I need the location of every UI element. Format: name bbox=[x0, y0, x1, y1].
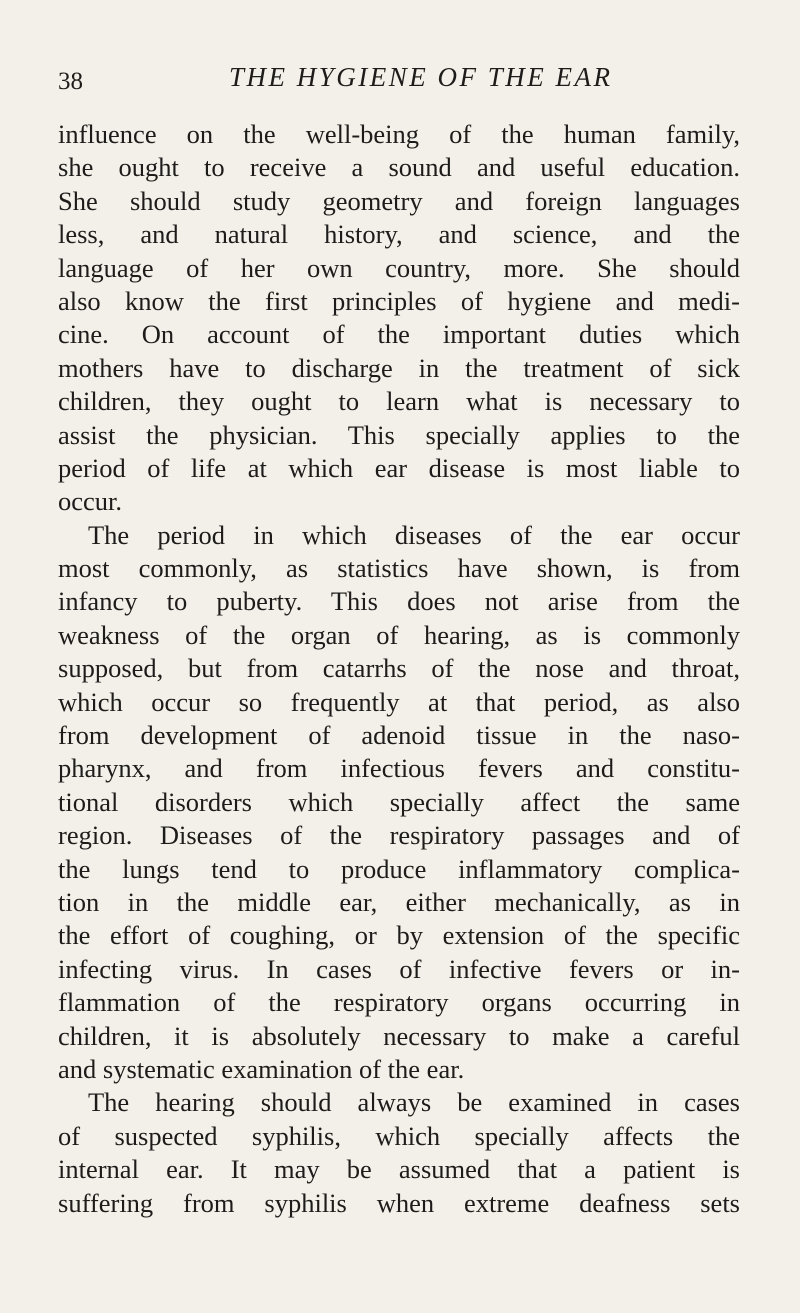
running-title: THE HYGIENE OF THE EAR bbox=[229, 62, 613, 92]
text-line: supposed, but from catarrhs of the nose and throat, bbox=[58, 653, 740, 684]
text-line: infecting virus. In cases of infective fevers or in- bbox=[58, 953, 740, 984]
text-line: tional disorders which specially affect the same bbox=[58, 786, 740, 817]
text-line: period of life at which ear disease is most liable to bbox=[58, 452, 740, 483]
paragraph-first-line: The period in which diseases of the ear occur bbox=[88, 519, 740, 550]
paragraph-end-line: and systematic examination of the ear. bbox=[58, 1053, 465, 1084]
text-line: influence on the well-being of the human family, bbox=[58, 119, 740, 149]
body-text bbox=[58, 118, 740, 1220]
text-line: flammation of the respiratory organs occurring in bbox=[58, 987, 740, 1018]
paragraph-first-line: The hearing should always be examined in cases bbox=[88, 1087, 740, 1118]
text-line: She should study geometry and foreign languages bbox=[58, 185, 740, 216]
text-line: of suspected syphilis, which specially affects the bbox=[58, 1120, 740, 1151]
text-line: assist the physician. This specially applies to the bbox=[58, 419, 740, 450]
text-line: which occur so frequently at that period, as also bbox=[58, 686, 740, 717]
text-line: most commonly, as statistics have shown, is from bbox=[58, 553, 740, 584]
text-line: internal ear. It may be assumed that a patient is bbox=[58, 1154, 740, 1185]
text-line: cine. On account of the important duties which bbox=[58, 319, 740, 350]
text-line: infancy to puberty. This does not arise from the bbox=[58, 586, 740, 617]
text-line: from development of adenoid tissue in the naso- bbox=[58, 720, 740, 751]
text-line: mothers have to discharge in the treatment of sick bbox=[58, 352, 740, 383]
text-line: the effort of coughing, or by extension of the specific bbox=[58, 920, 740, 951]
paragraph-end-line: occur. bbox=[58, 486, 123, 517]
text-line: suffering from syphilis when extreme deafness sets bbox=[58, 1187, 740, 1218]
text-line: she ought to receive a sound and useful education. bbox=[58, 152, 740, 183]
text-line: region. Diseases of the respiratory passages and of bbox=[58, 820, 740, 851]
text-line: children, they ought to learn what is necessary to bbox=[58, 386, 740, 417]
text-line: less, and natural history, and science, and the bbox=[58, 219, 740, 250]
text-line: also know the first principles of hygiene and medi- bbox=[58, 285, 740, 316]
page-header bbox=[58, 62, 710, 102]
text-line: the lungs tend to produce inflammatory complica- bbox=[58, 853, 740, 884]
text-line: tion in the middle ear, either mechanically, as in bbox=[58, 886, 740, 917]
text-line: weakness of the organ of hearing, as is commonly bbox=[58, 619, 740, 650]
text-line: children, it is absolutely necessary to make a careful bbox=[58, 1020, 740, 1051]
page-number: 38 bbox=[58, 68, 83, 95]
text-line: pharynx, and from infectious fevers and constitu- bbox=[58, 753, 740, 784]
text-line: language of her own country, more. She should bbox=[58, 252, 740, 283]
